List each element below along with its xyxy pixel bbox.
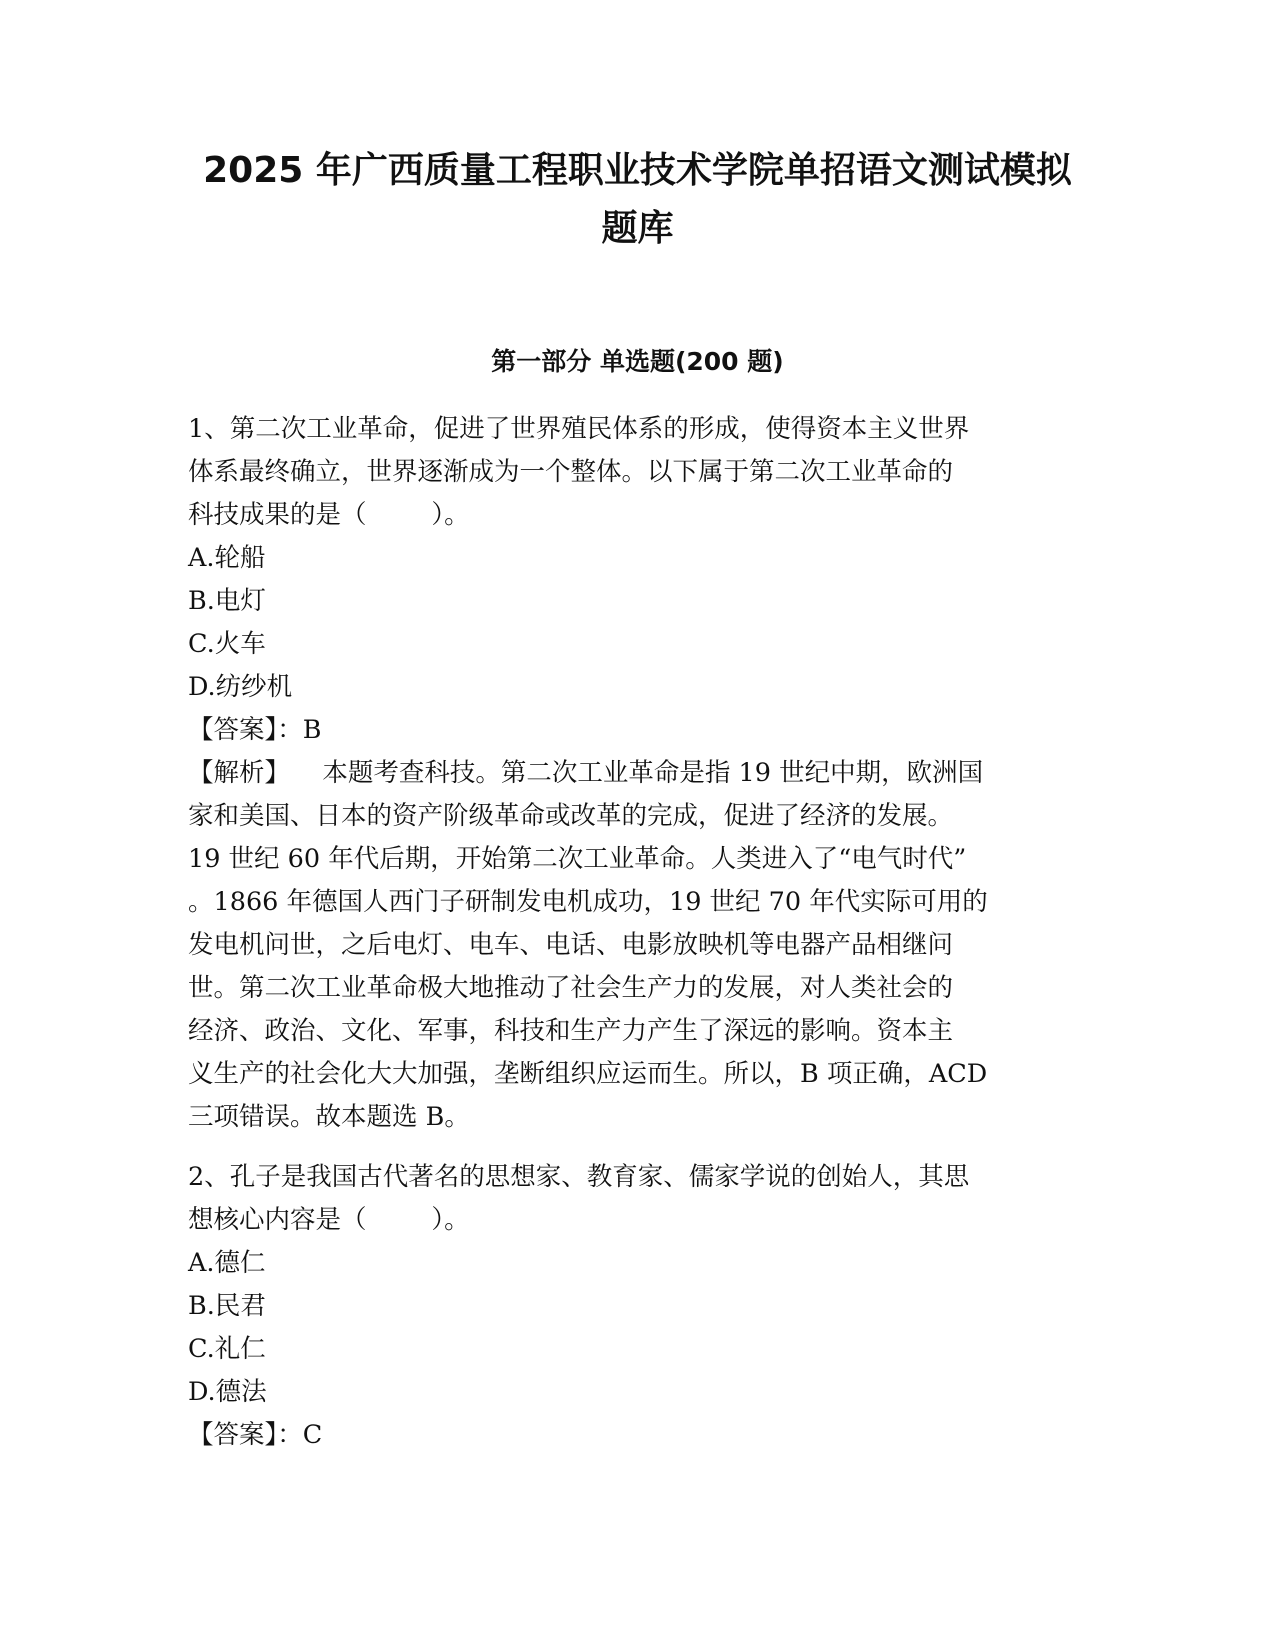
analysis-line: 三项错误。故本题选 B。 xyxy=(188,1102,470,1132)
question-stem-line: 2、孔子是我国古代著名的思想家、教育家、儒家学说的创始人，其思 xyxy=(188,1162,970,1192)
question-2 xyxy=(188,1156,1088,1457)
option-d: D.纺纱机 xyxy=(188,672,293,702)
option-a: A.德仁 xyxy=(188,1248,266,1278)
option-c: C.礼仁 xyxy=(188,1334,266,1364)
option-c: C.火车 xyxy=(188,629,266,659)
title-line-2: 题库 xyxy=(601,208,674,249)
analysis-line: 【解析】 本题考查科技。第二次工业革命是指 19 世纪中期，欧洲国 xyxy=(188,758,984,788)
analysis-line: 义生产的社会化大大加强，垄断组织应运而生。所以，B 项正确，ACD xyxy=(188,1059,988,1089)
analysis-line: 19 世纪 60 年代后期，开始第二次工业革命。人类进入了“电气时代” xyxy=(188,844,967,874)
analysis-line: 。1866 年德国人西门子研制发电机成功，19 世纪 70 年代实际可用的 xyxy=(188,887,988,917)
question-spacer xyxy=(188,1139,1088,1156)
document-title xyxy=(150,142,1125,258)
question-stem-line: 科技成果的是（ ）。 xyxy=(188,500,470,530)
analysis-line: 家和美国、日本的资产阶级革命或改革的完成，促进了经济的发展。 xyxy=(188,801,954,831)
option-b: B.民君 xyxy=(188,1291,266,1321)
analysis-line: 世。第二次工业革命极大地推动了社会生产力的发展，对人类社会的 xyxy=(188,973,954,1003)
question-list xyxy=(188,408,1088,1457)
option-b: B.电灯 xyxy=(188,586,266,616)
option-d: D.德法 xyxy=(188,1377,267,1407)
answer-line: 【答案】：B xyxy=(188,715,322,745)
title-line-1: 2025 年广西质量工程职业技术学院单招语文测试模拟 xyxy=(203,150,1072,191)
answer-line: 【答案】：C xyxy=(188,1420,323,1450)
section-heading: 第一部分 单选题(200 题) xyxy=(491,347,784,376)
question-stem-line: 想核心内容是（ ）。 xyxy=(188,1205,470,1235)
option-a: A.轮船 xyxy=(188,543,266,573)
analysis-line: 经济、政治、文化、军事，科技和生产力产生了深远的影响。资本主 xyxy=(188,1016,954,1046)
analysis-line: 发电机问世，之后电灯、电车、电话、电影放映机等电器产品相继问 xyxy=(188,930,954,960)
question-stem-line: 1、第二次工业革命，促进了世界殖民体系的形成，使得资本主义世界 xyxy=(188,414,970,444)
question-stem-line: 体系最终确立，世界逐渐成为一个整体。以下属于第二次工业革命的 xyxy=(188,457,954,487)
question-1 xyxy=(188,408,1088,1139)
